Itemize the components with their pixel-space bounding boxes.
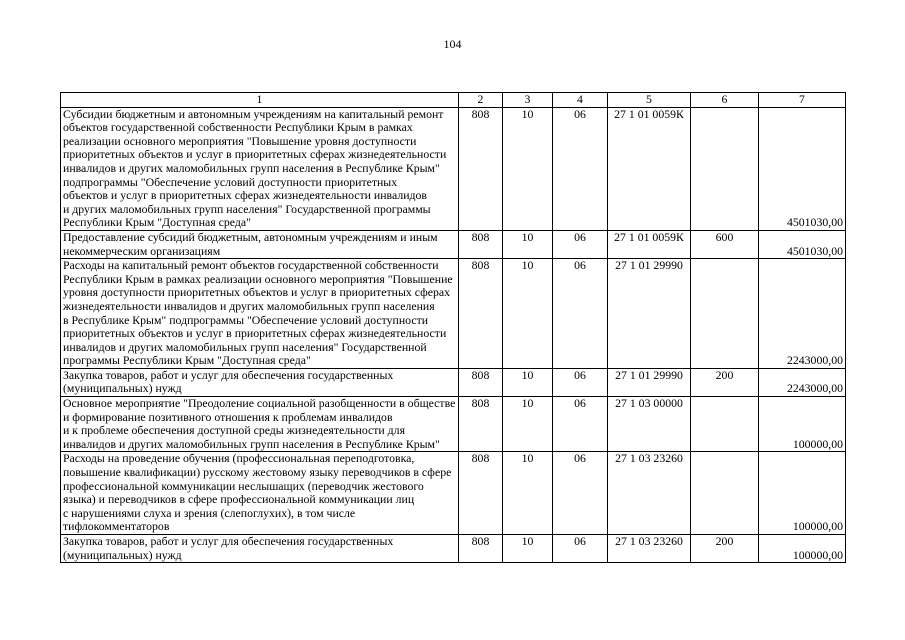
row-amount: 100000,00 — [759, 452, 846, 535]
row-target-article: 27 1 01 0059К — [608, 107, 691, 230]
row-section-code: 10 — [503, 535, 553, 563]
row-section-code: 10 — [503, 368, 553, 396]
row-subsection-code: 06 — [553, 368, 608, 396]
row-ministry-code: 808 — [459, 368, 503, 396]
row-subsection-code: 06 — [553, 259, 608, 369]
header-cell-6: 6 — [691, 93, 759, 108]
table-row — [61, 452, 846, 535]
row-expense-type: 600 — [691, 230, 759, 258]
row-ministry-code: 808 — [459, 452, 503, 535]
header-cell-7: 7 — [759, 93, 846, 108]
row-subsection-code: 06 — [553, 230, 608, 258]
row-expense-type — [691, 452, 759, 535]
row-subsection-code: 06 — [553, 397, 608, 452]
row-section-code: 10 — [503, 397, 553, 452]
row-subsection-code: 06 — [553, 535, 608, 563]
row-target-article: 27 1 01 0059К — [608, 230, 691, 258]
row-amount: 2243000,00 — [759, 259, 846, 369]
table-row — [61, 397, 846, 452]
row-expense-type — [691, 107, 759, 230]
row-amount: 100000,00 — [759, 397, 846, 452]
row-description: Расходы на капитальный ремонт объектов государственной собственности Республики Крым в рамках реализации основного мероприятия "Повышение уровня доступности приоритетных объектов и услуг в приоритетных сферах жизнедеятельности инвалидов и других маломобильных групп населения в Республике Крым" подпрограммы "Обеспечение условий доступности приоритетных объектов и услуг в приоритетных сферах жизнедеятельности инвалидов и других маломобильных групп населения" Государственной программы Республики Крым "Доступная среда" — [61, 259, 459, 369]
page-number: 104 — [443, 37, 462, 51]
row-expense-type: 200 — [691, 368, 759, 396]
row-target-article: 27 1 03 00000 — [608, 397, 691, 452]
table-row — [61, 230, 846, 258]
row-amount: 100000,00 — [759, 535, 846, 563]
table-row — [61, 259, 846, 369]
row-ministry-code: 808 — [459, 259, 503, 369]
row-description: Закупка товаров, работ и услуг для обеспечения государственных (муниципальных) нужд — [61, 535, 459, 563]
row-ministry-code: 808 — [459, 397, 503, 452]
row-description: Субсидии бюджетным и автономным учреждениям на капитальный ремонт объектов государственной собственности Республики Крым в рамках реализации основного мероприятия "Повышение уровня доступности приоритетных объектов и услуг в приоритетных сферах жизнедеятельности инвалидов и других маломобильных групп населения в Республике Крым" подпрограммы "Обеспечение условий доступности приоритетных объектов и услуг в приоритетных сферах жизнедеятельности инвалидов и других маломобильных групп населения" Государственной программы Республики Крым "Доступная среда" — [61, 107, 459, 230]
row-ministry-code: 808 — [459, 230, 503, 258]
row-amount: 2243000,00 — [759, 368, 846, 396]
row-expense-type — [691, 397, 759, 452]
row-description: Расходы на проведение обучения (профессиональная переподготовка, повышение квалификации) русскому жестовому языку переводчиков в сфере профессиональной коммуникации неслышащих (переводчик жестового языка) и переводчиков в сфере профессиональной коммуникации лиц с нарушениями слуха и зрения (слепоглухих), в том числе тифлокомментаторов — [61, 452, 459, 535]
row-description: Основное мероприятие "Преодоление социальной разобщенности в обществе и формирование позитивного отношения к проблемам инвалидов и к проблеме обеспечения доступной среды жизнедеятельности для инвалидов и других маломобильных групп населения в Республике Крым" — [61, 397, 459, 452]
row-target-article: 27 1 03 23260 — [608, 535, 691, 563]
budget-table — [60, 92, 846, 563]
row-target-article: 27 1 03 23260 — [608, 452, 691, 535]
header-cell-4: 4 — [553, 93, 608, 108]
header-cell-2: 2 — [459, 93, 503, 108]
row-section-code: 10 — [503, 230, 553, 258]
row-expense-type — [691, 259, 759, 369]
row-description: Закупка товаров, работ и услуг для обеспечения государственных (муниципальных) нужд — [61, 368, 459, 396]
row-ministry-code: 808 — [459, 107, 503, 230]
row-amount: 4501030,00 — [759, 107, 846, 230]
header-cell-1: 1 — [61, 93, 459, 108]
row-section-code: 10 — [503, 107, 553, 230]
row-section-code: 10 — [503, 259, 553, 369]
table-row — [61, 535, 846, 563]
table-row — [61, 368, 846, 396]
row-description: Предоставление субсидий бюджетным, автономным учреждениям и иным некоммерческим организациям — [61, 230, 459, 258]
row-target-article: 27 1 01 29990 — [608, 368, 691, 396]
row-subsection-code: 06 — [553, 107, 608, 230]
row-section-code: 10 — [503, 452, 553, 535]
header-cell-5: 5 — [608, 93, 691, 108]
row-expense-type: 200 — [691, 535, 759, 563]
row-subsection-code: 06 — [553, 452, 608, 535]
table-row — [61, 107, 846, 230]
row-amount: 4501030,00 — [759, 230, 846, 258]
row-ministry-code: 808 — [459, 535, 503, 563]
header-cell-3: 3 — [503, 93, 553, 108]
row-target-article: 27 1 01 29990 — [608, 259, 691, 369]
table-header-row — [61, 93, 846, 108]
